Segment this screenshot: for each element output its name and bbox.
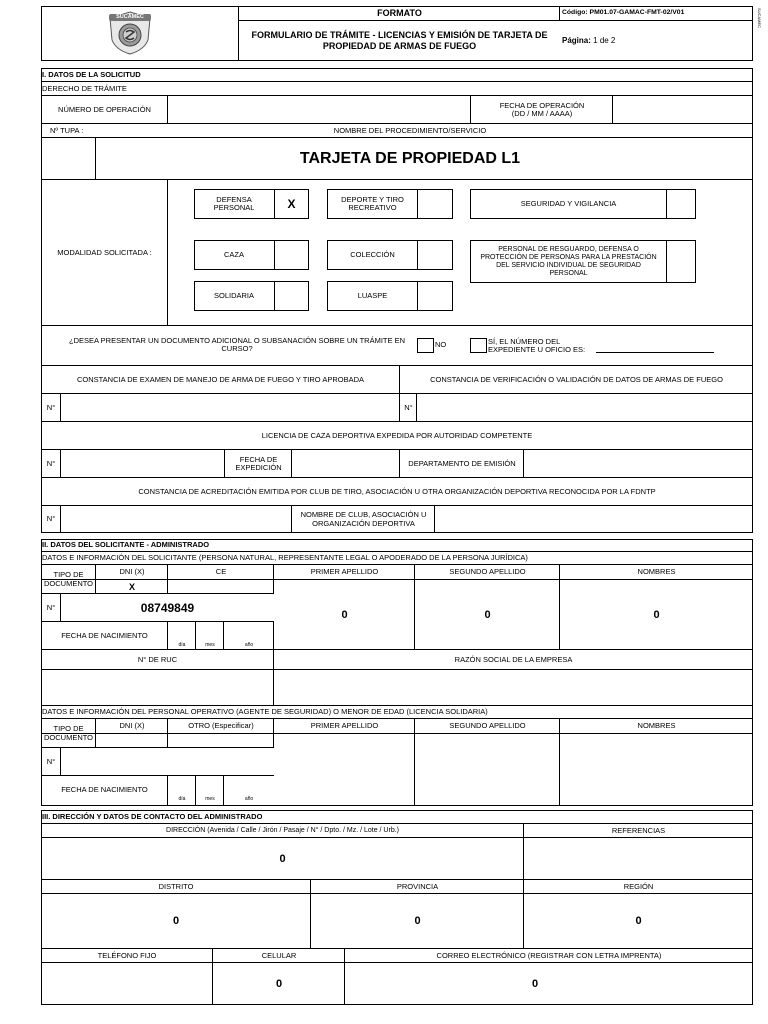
fecha-expedicion-label: FECHA DE EXPEDICIÓN (235, 454, 282, 472)
doc-number-field-2[interactable] (61, 748, 274, 776)
pregunta-text: ¿DESEA PRESENTAR UN DOCUMENTO ADICIONAL O SUBSANACIÓN SOBRE UN TRÁMITE EN CURSO? (68, 335, 406, 353)
anio-label-2: año (244, 796, 254, 802)
option-deporte-label: DEPORTE Y TIRO RECREATIVO (341, 194, 404, 212)
modalidad-label: MODALIDAD SOLICITADA : (57, 247, 152, 257)
side-mark: SUCAMEC (757, 8, 762, 29)
constancia-club-number-field[interactable] (61, 506, 292, 533)
constancia-examen-label: CONSTANCIA DE EXAMEN DE MANEJO DE ARMA DE FUEGO Y TIRO APROBADA (76, 374, 364, 384)
page-number (562, 22, 752, 60)
tipo-doc-label-2: TIPO DE DOCUMENTO (43, 724, 94, 742)
razon-social-field[interactable] (274, 670, 753, 706)
option-solidaria-checkbox[interactable] (274, 281, 309, 311)
option-coleccion-checkbox[interactable] (417, 240, 453, 270)
referencias-label: REFERENCIAS (611, 825, 666, 835)
dni-label: DNI (X) (119, 567, 145, 577)
n-label-3: N° (46, 458, 56, 468)
tupa-label: Nº TUPA : (50, 125, 84, 135)
section2-title: II. DATOS DEL SOLICITANTE - ADMINISTRADO (42, 540, 210, 550)
option-seguridad-label: SEGURIDAD Y VIGILANCIA (520, 198, 617, 208)
region-value[interactable]: 0 (635, 915, 642, 928)
section2-subtitle: DATOS E INFORMACIÓN DEL SOLICITANTE (PERSONA NATURAL, REPRESENTANTE LEGAL O APODERADO DE LA PERSONA JURÍDICA) (42, 553, 528, 563)
dni-mark[interactable]: X (128, 581, 135, 592)
primer-apellido-value[interactable]: 0 (341, 608, 348, 621)
n-label-2: N° (404, 402, 413, 412)
fecha-operacion-format: (DD / MM / AAAA) (511, 109, 573, 118)
fecha-expedicion-field[interactable] (292, 450, 400, 478)
n-label-1: N° (46, 402, 56, 412)
ruc-bottom (41, 670, 274, 706)
option-solidaria-label: SOLIDARIA (213, 290, 254, 300)
ce-label: CE (215, 567, 227, 577)
nombre-club-label: NOMBRE DE CLUB, ASOCIACIÓN U ORGANIZACIÓN DEPORTIVA (300, 510, 427, 528)
section3-title: III. DIRECCIÓN Y DATOS DE CONTACTO DEL ADMINISTRADO (42, 811, 263, 821)
logo-text: SUCAMEC (116, 14, 144, 21)
section2-subtitle2: DATOS E INFORMACIÓN DEL PERSONAL OPERATIVO (AGENTE DE SEGURIDAD) O MENOR DE EDAD (LICENCIA SOLIDARIA) (42, 707, 488, 717)
correo-value[interactable]: 0 (531, 977, 539, 990)
distrito-label: DISTRITO (158, 881, 194, 891)
option-defensa-mark: X (287, 196, 296, 211)
option-personal-checkbox[interactable] (666, 240, 696, 283)
region-label: REGIÓN (623, 881, 654, 891)
telefono-label: TELÉFONO FIJO (97, 950, 157, 960)
option-caza-checkbox[interactable] (274, 240, 309, 270)
licencia-caza-number-field[interactable] (61, 450, 225, 478)
razon-social-label: RAZÓN SOCIAL DE LA EMPRESA (454, 654, 573, 664)
ruc-label: N° DE RUC (137, 654, 178, 664)
section1-title: I. DATOS DE LA SOLICITUD (42, 69, 141, 79)
departamento-label: DEPARTAMENTO DE EMISIÓN (408, 458, 516, 468)
celular-label: CELULAR (261, 950, 297, 960)
otro-label: OTRO (Especificar) (188, 721, 254, 731)
no-checkbox[interactable] (417, 338, 434, 353)
direccion-value[interactable]: 0 (279, 852, 286, 865)
dia-label-2: día (178, 796, 186, 802)
si-checkbox[interactable] (470, 338, 487, 353)
referencias-field[interactable] (524, 838, 753, 880)
telefono-field[interactable] (41, 963, 213, 1005)
segundo-apellido-label-2: SEGUNDO APELLIDO (449, 721, 526, 731)
tipo-doc-row-underline (41, 580, 274, 594)
dia-label: día (178, 642, 186, 648)
celular-value[interactable]: 0 (275, 977, 283, 990)
page-label: Página: (562, 35, 591, 45)
distrito-value[interactable]: 0 (172, 915, 180, 928)
form-title: FORMULARIO DE TRÁMITE - LICENCIAS Y EMISIÓN DE TARJETA DE PROPIEDAD DE ARMAS DE FUEGO (251, 30, 548, 51)
provincia-label: PROVINCIA (396, 881, 439, 891)
n-label-5: N° (46, 602, 56, 612)
direccion-label: DIRECCIÓN (Avenida / Calle / Jirón / Pasaje / N° / Dpto. / Mz. / Lote / Urb.) (166, 826, 399, 834)
mes-label: mes (205, 642, 215, 648)
primer-apellido-label: PRIMER APELLIDO (310, 567, 379, 577)
logo-cell (41, 6, 239, 61)
nombres-label-2: NOMBRES (637, 721, 676, 731)
numero-operacion-field[interactable] (168, 96, 471, 124)
mes-label-2: mes (205, 796, 215, 802)
tipo-doc-row-underline-2 (41, 734, 274, 748)
licencia-caza-label: LICENCIA DE CAZA DEPORTIVA EXPEDIDA POR AUTORIDAD COMPETENTE (261, 430, 533, 440)
nombres-value[interactable]: 0 (653, 608, 660, 621)
nombres-label: NOMBRES (637, 567, 676, 577)
n-label-6: N° (46, 756, 56, 766)
page-value: 1 de 2 (593, 35, 616, 45)
fecha-nac-label: FECHA DE NACIMIENTO (61, 630, 148, 640)
option-seguridad-checkbox[interactable] (666, 189, 696, 219)
option-luaspe-checkbox[interactable] (417, 281, 453, 311)
constancia-verificacion-number-field[interactable] (417, 394, 753, 422)
constancia-verificacion-label: CONSTANCIA DE VERIFICACIÓN O VALIDACIÓN DE DATOS DE ARMAS DE FUEGO (430, 374, 723, 384)
tipo-doc-label: TIPO DE DOCUMENTO (43, 570, 94, 588)
doc-number-value[interactable]: 08749849 (140, 600, 195, 615)
numero-operacion-label: NÚMERO DE OPERACIÓN (58, 104, 151, 114)
option-caza-label: CAZA (223, 249, 244, 259)
option-luaspe-label: LUASPE (357, 290, 388, 300)
dni-label-2: DNI (X) (119, 721, 145, 731)
form-code: Código: PM01.07-GAMAC-FMT-02/V01 (562, 9, 685, 17)
option-defensa-label: DEFENSA PERSONAL (213, 194, 255, 212)
option-coleccion-label: COLECCIÓN (350, 249, 395, 259)
provincia-value[interactable]: 0 (414, 915, 421, 928)
anio-label: año (244, 642, 254, 648)
fecha-operacion-text: FECHA DE OPERACIÓN (499, 100, 585, 110)
expediente-line[interactable] (596, 352, 714, 353)
nombre-club-field[interactable] (435, 506, 753, 533)
option-personal-label: PERSONAL DE RESGUARDO, DEFENSA O PROTECCIÓN DE PERSONAS PARA LA PRESTACIÓN DEL SERVICIO INDIVIDUAL DE SEGURIDAD PERSONAL (480, 245, 657, 277)
n-label-4: N° (46, 514, 56, 524)
segundo-apellido-value[interactable]: 0 (484, 608, 491, 621)
segundo-apellido-label: SEGUNDO APELLIDO (449, 567, 526, 577)
fecha-operacion-field[interactable] (613, 96, 753, 124)
si-label: SÍ, EL NÚMERO DEL EXPEDIENTE U OFICIO ES: (488, 336, 586, 354)
nombre-procedimiento-label: NOMBRE DEL PROCEDIMIENTO/SERVICIO (333, 125, 487, 135)
constancia-club-label: CONSTANCIA DE ACREDITACIÓN EMITIDA POR CLUB DE TIRO, ASOCIACIÓN U OTRA ORGANIZACIÓN DEPORTIVA RECONOCIDA POR LA FDNTP (138, 486, 656, 496)
derecho-label: DERECHO DE TRÁMITE (42, 83, 127, 93)
constancia-examen-number-field[interactable] (61, 394, 400, 422)
no-label: NO (435, 340, 447, 350)
format-label: FORMATO (377, 8, 422, 19)
procedure-value[interactable]: TARJETA DE PROPIEDAD L1 (299, 149, 521, 167)
departamento-field[interactable] (524, 450, 753, 478)
option-deporte-checkbox[interactable] (417, 189, 453, 219)
primer-apellido-label-2: PRIMER APELLIDO (310, 721, 379, 731)
correo-label: CORREO ELECTRÓNICO (REGISTRAR CON LETRA IMPRENTA) (436, 950, 662, 960)
fecha-operacion-label (471, 96, 613, 124)
fecha-nac-label-2: FECHA DE NACIMIENTO (61, 784, 148, 794)
